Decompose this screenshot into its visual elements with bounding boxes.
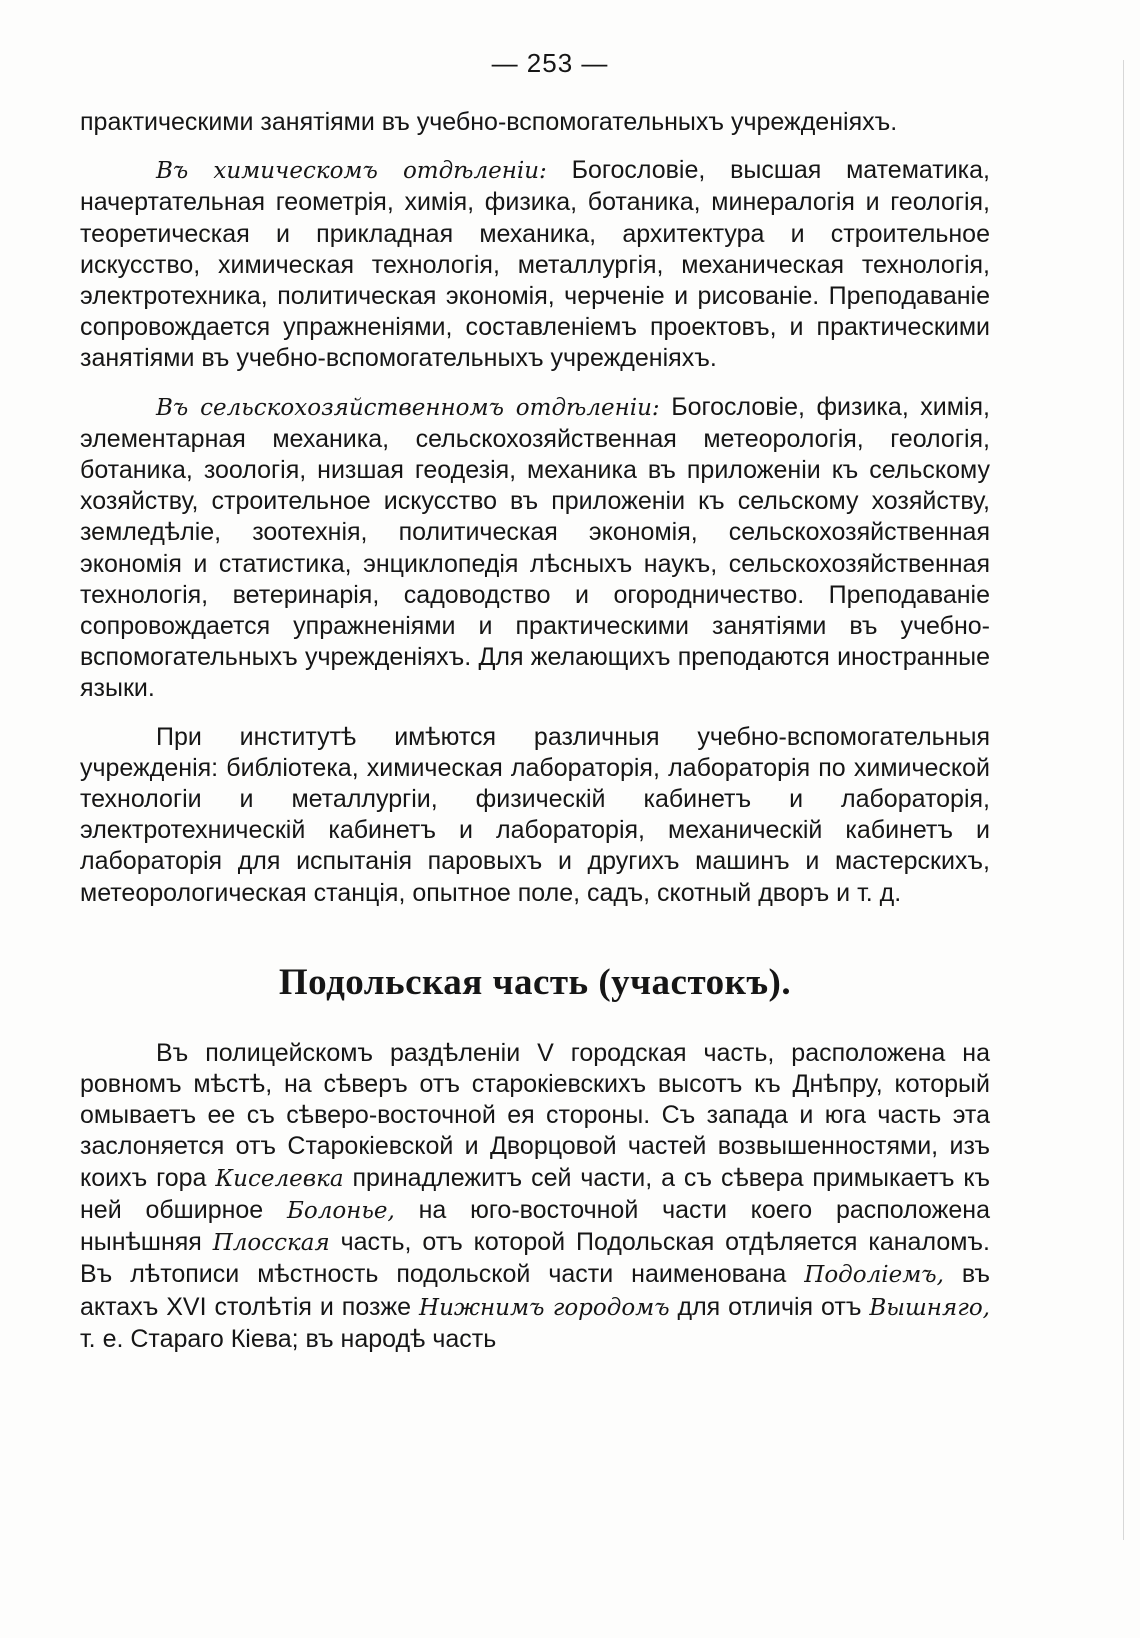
- paragraph-podolsk-part: [80, 1038, 990, 1355]
- place-name: Киселевка: [215, 1165, 344, 1192]
- place-name: Нижнимъ городомъ: [419, 1294, 670, 1321]
- section-title: Подольская часть (участокъ).: [278, 961, 792, 1003]
- paragraph-institute-facilities: [80, 722, 990, 909]
- text-run: Въ полицейскомъ раздѣленіи V городская часть, расположена на ровномъ мѣстѣ, на сѣверъ отъ старокіевскихъ высотъ къ Днѣпру, который омываетъ ее съ сѣверо-восточной ея стороны. Съ запада и юга часть эта заслоняется отъ Старокіевской и Дворцовой частей возвышенностями, изъ коихъ гора: [80, 1038, 990, 1192]
- paragraph-chemical-department: [80, 155, 990, 374]
- text-run: т. е. Стараго Кіева; въ народѣ часть: [80, 1324, 497, 1353]
- paragraph-text: При институтѣ имѣются различныя учебно-вспомогательныя учрежденія: библіотека, химическая лабораторія, лабораторія по химической технологіи и металлургіи, физическій кабинетъ и лабораторія, электротехническій кабинетъ и лабораторія, механическій кабинетъ и лабораторія для испытанія паровыхъ и другихъ машинъ и мастерскихъ, метеорологическая станція, опытное поле, садъ, скотный дворъ и т. д.: [80, 722, 990, 907]
- place-name: Плосская: [212, 1230, 330, 1257]
- place-name: Подоліемъ,: [804, 1262, 944, 1289]
- document-page: [80, 48, 990, 1355]
- paragraph-agricultural-department: [80, 392, 990, 705]
- text-run: принадлежитъ сей части, а съ сѣвера примыкаетъ къ ней обширное: [80, 1163, 990, 1224]
- text-run: для отличія отъ: [669, 1292, 870, 1321]
- scan-edge-line: [1123, 60, 1124, 1540]
- paragraph-text: практическими занятіями въ учебно-вспомогательныхъ учрежденіяхъ.: [80, 108, 898, 136]
- text-run: въ актахъ XVI столѣтія и позже: [80, 1260, 990, 1321]
- department-heading: Въ химическомъ отдѣленіи:: [156, 158, 547, 185]
- department-heading: Въ сельскохозяйственномъ отдѣленіи:: [156, 394, 660, 421]
- place-name: Болонье,: [287, 1197, 395, 1224]
- text-run: на юго-восточной части коего расположена нынѣшняя: [80, 1195, 990, 1257]
- paragraph-text: Богословіе, высшая математика, начертательная геометрія, химія, физика, ботаника, минералогія и геологія, теоретическая и прикладная механика, архитектура и строительное искусство, химическая технологія, металлургія, механическая технологія, электротехника, политическая экономія, черченіе и рисованіе. Преподаваніе сопровождается упражненіями, составленіемъ проектовъ, и практическими занятіями въ учебно-вспомогательныхъ учрежденіяхъ.: [80, 156, 990, 373]
- paragraph-text: Богословіе, физика, химія, элементарная механика, сельскохозяйственная метеорологія, геологія, ботаника, зоологія, низшая геодезія, механика въ приложеніи къ сельскому хозяйству, строительное искусство въ приложеніи къ сельскому хозяйству, земледѣліе, зоотехнія, политическая экономія, сельскохозяйственная экономія и статистика, энциклопедія лѣсныхъ наукъ, сельскохозяйственная технологія, ветеринарія, садоводство и огородничество. Преподаваніе сопровождается упражненіями и практическими занятіями въ учебно-вспомогательныхъ учрежденіяхъ. Для желающихъ преподаются иностранные языки.: [80, 392, 990, 703]
- place-name: Вышняго,: [869, 1294, 990, 1321]
- text-run: часть, отъ которой Подольская отдѣляется каналомъ. Въ лѣтописи мѣстность подольской части наименована: [80, 1228, 990, 1289]
- paragraph-continuation: [80, 107, 990, 138]
- page-number: — 253 —: [491, 48, 609, 78]
